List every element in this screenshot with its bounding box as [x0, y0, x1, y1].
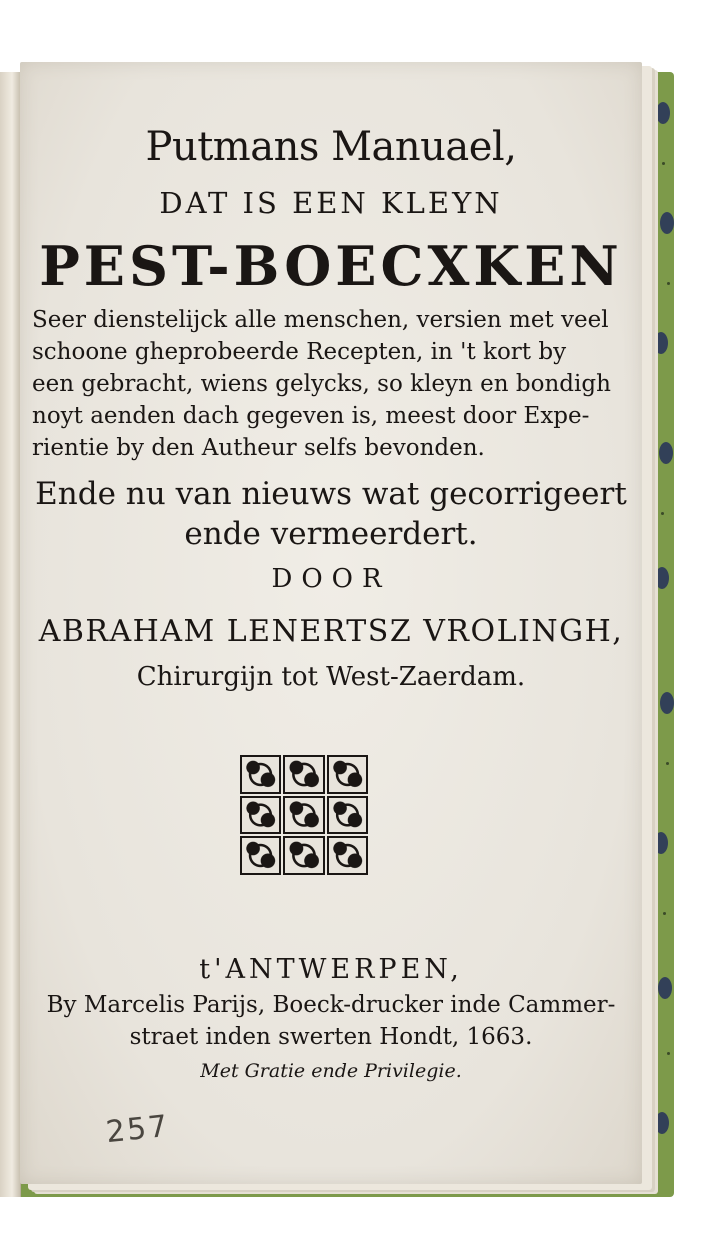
marbling-speck [662, 162, 665, 165]
description-line: Seer dienstelijck alle menschen, versien met veel [32, 307, 609, 333]
imprint-address-line: straet inden swerten Hondt, 1663. [129, 1024, 533, 1050]
author-name: ABRAHAM LENERTSZ VROLINGH, [38, 614, 624, 649]
edition-note-line-2: ende vermeerdert. [184, 516, 478, 552]
marbling-spot [659, 442, 673, 464]
handwritten-shelf-mark: 257 [104, 1108, 171, 1151]
description-line: schoone gheprobeerde Recepten, in 't kort by [32, 339, 567, 365]
ornament-tile [283, 796, 324, 835]
description-block [32, 304, 632, 464]
imprint-printer-line: By Marcelis Parijs, Boeck-drucker inde Cammer- [46, 992, 616, 1018]
marbling-spot [655, 1112, 669, 1134]
description-line: een gebracht, wiens gelycks, so kleyn en bondigh [32, 371, 611, 397]
marbling-spot [654, 832, 668, 854]
ornament-tile [240, 836, 281, 875]
description-line: noyt aenden dach gegeven is, meest door Expe- [32, 403, 590, 429]
marbling-spot [654, 332, 668, 354]
ornament-tile [240, 796, 281, 835]
privilege-note: Met Gratie ende Privilegie. [200, 1060, 462, 1082]
marbling-speck [663, 912, 666, 915]
title-subline: DAT IS EEN KLEYN [159, 186, 503, 220]
ornament-tile [283, 836, 324, 875]
marbling-spot [658, 977, 672, 999]
book-title-large: PEST-BOECXKEN [39, 234, 623, 298]
marbling-spot [660, 692, 674, 714]
main-title: Putmans Manuael, [145, 124, 517, 170]
printers-ornament [240, 755, 368, 875]
marbling-speck [667, 282, 670, 285]
marbling-spot [660, 212, 674, 234]
book-spine-edge [0, 72, 21, 1197]
description-line: rientie by den Autheur selfs bevonden. [32, 435, 485, 461]
marbling-speck [666, 762, 669, 765]
author-title: Chirurgijn tot West-Zaerdam. [136, 662, 526, 692]
by-label: DOOR [271, 564, 391, 594]
imprint-city: t'ANTWERPEN, [199, 954, 463, 985]
marbling-spot [655, 567, 669, 589]
ornament-tile [327, 755, 368, 794]
marbling-spot [656, 102, 670, 124]
ornament-tile [283, 755, 324, 794]
marbling-speck [661, 512, 664, 515]
title-page [20, 62, 642, 1184]
marbling-speck [667, 1052, 670, 1055]
edition-note-line-1: Ende nu van nieuws wat gecorrigeert [35, 476, 627, 512]
ornament-tile [327, 796, 368, 835]
ornament-tile [240, 755, 281, 794]
ornament-tile [327, 836, 368, 875]
